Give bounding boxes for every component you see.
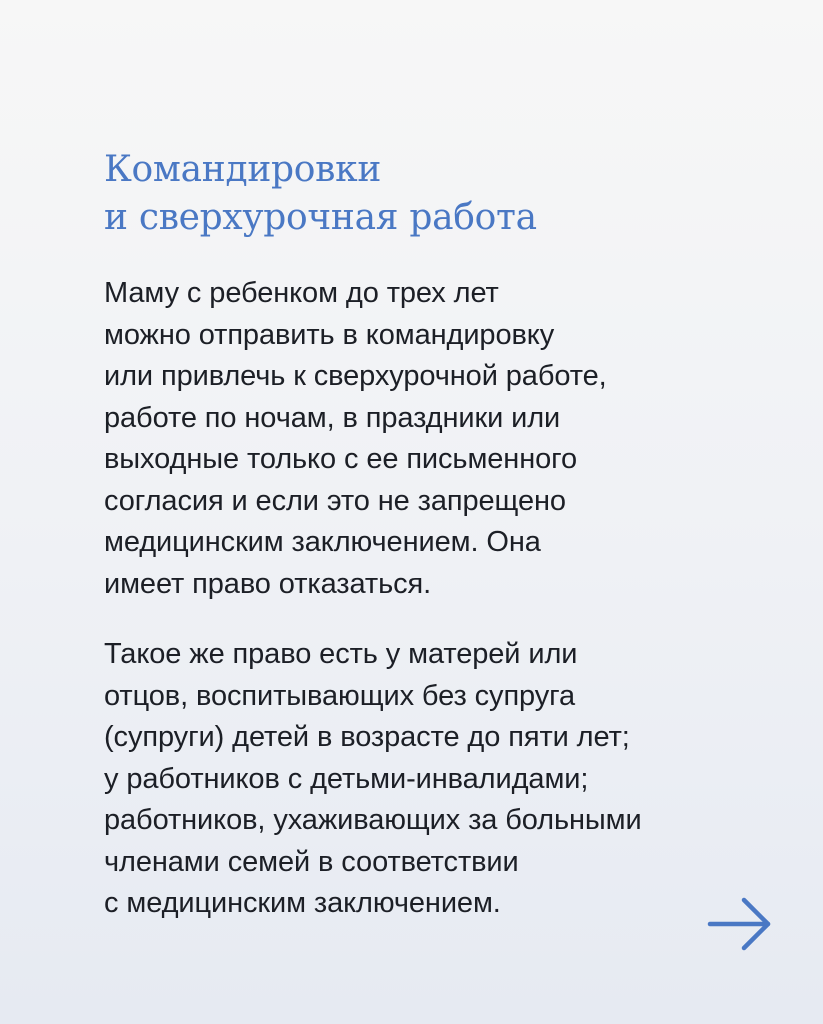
paragraph-line: работе по ночам, в праздники или: [104, 401, 561, 434]
paragraph-line: (супруги) детей в возрасте до пяти лет;: [104, 721, 630, 753]
paragraph-line: можно отправить в командировку: [104, 318, 555, 351]
paragraph-line: с медицинским заключением.: [104, 887, 501, 919]
paragraph-line: согласия и если это не запрещено: [104, 484, 566, 517]
paragraph-line: работников, ухаживающих за больными: [104, 804, 642, 836]
paragraph-line: Такое же право есть у матерей или: [104, 638, 578, 670]
paragraph-intro: [104, 273, 607, 605]
card-title-line: Командировки: [104, 149, 382, 190]
arrow-right-icon: [706, 892, 774, 956]
paragraph-line: отцов, воспитывающих без супруга: [104, 679, 576, 712]
paragraph-line: членами семей в соответствии: [104, 845, 519, 878]
paragraph-line: выходные только с ее письменного: [104, 443, 578, 475]
paragraph-extended-rights: [104, 634, 642, 925]
card-title-line: и сверхурочная работа: [104, 197, 537, 238]
paragraph-line: медицинским заключением. Она: [104, 526, 541, 558]
paragraph-line: имеет право отказаться.: [104, 567, 432, 600]
card-title: [104, 146, 537, 242]
paragraph-line: Маму с ребенком до трех лет: [104, 277, 499, 309]
next-arrow-button[interactable]: [706, 892, 774, 956]
paragraph-line: у работников с детьми-инвалидами;: [104, 762, 589, 795]
paragraph-line: или привлечь к сверхурочной работе,: [104, 360, 607, 392]
